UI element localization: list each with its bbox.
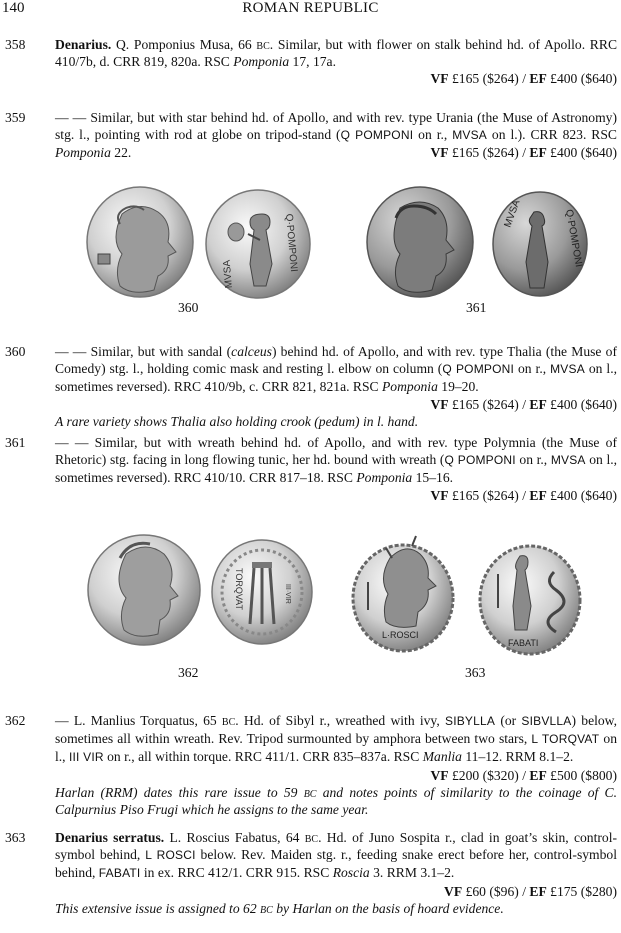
coin-legend: TORQVAT [234, 568, 244, 611]
grade-label: VF [430, 487, 449, 503]
price-value: £400 ($640) [546, 145, 617, 161]
coin-inscription: III VIR [68, 750, 104, 765]
coin-362-reverse [212, 540, 312, 644]
era-abbreviation: bc [303, 784, 317, 800]
grade-label: EF [529, 487, 547, 503]
reference-name: Pomponia [55, 145, 111, 161]
text-run: 3. RRM 3.1–2. [369, 865, 455, 881]
coin-inscription: L ROSCI [145, 848, 196, 863]
coin-inscription: MVSA [452, 128, 487, 143]
coin-inscription: L TORQVAT [531, 732, 600, 747]
coin-inscription: SIBVLLA [521, 714, 572, 728]
denomination-label: Denarius serratus. [55, 830, 165, 845]
coin-legend: MVSA [502, 198, 523, 230]
text-run: on r., [515, 452, 551, 468]
text-run: . Hd. of Sibyl r., wreathed with ivy, [235, 713, 445, 728]
entry-text [55, 343, 617, 430]
coin-legend: L·ROSCI [382, 630, 419, 640]
coin-legend: MVSA [221, 259, 235, 289]
text-run: — — Similar, but with wreath behind hd. of Apollo, and with rev. type Polymnia (the Muse of Rhetoric) stg. facing in long flowing tunic, her hd. bound with wreath ( [55, 435, 617, 468]
price-line [55, 487, 617, 504]
text-run: on r., [514, 361, 551, 377]
text-run: L. Roscius Fabatus, 64 [164, 830, 305, 845]
text-run: ) below, sometimes all within wreath. Rev. Tripod surmounted by amphora between two stars, [55, 713, 618, 747]
catalogue-entry-361 [5, 434, 617, 504]
coin-inscription: Q POMPONI [340, 128, 414, 143]
coin-inscription: MVSA [550, 362, 585, 377]
coin-legend: III·VIR [284, 584, 291, 604]
price-line [430, 767, 617, 784]
price-line [55, 70, 617, 87]
entry-text [55, 36, 617, 88]
entry-note [55, 900, 617, 917]
price-line [55, 883, 617, 900]
grade-label: EF [529, 767, 547, 783]
text-run: on l., [55, 731, 618, 765]
page-number: 140 [2, 0, 25, 16]
catalogue-entry-359 [5, 109, 617, 162]
text-run: 11–12. RRM 8.1–2. [461, 749, 574, 765]
entry-text [55, 109, 617, 162]
coin-363-reverse [480, 546, 580, 654]
grade-label: VF [430, 71, 449, 87]
grade-label: EF [529, 145, 547, 161]
price-value: £400 ($640) [546, 71, 617, 87]
price-value: £500 ($800) [546, 767, 617, 783]
price-value: £400 ($640) [546, 487, 617, 503]
catalogue-entry-362 [5, 712, 617, 818]
text-run: This extensive issue is assigned to 62 [55, 900, 261, 916]
entry-number: 363 [5, 830, 26, 845]
coin-images-362-363 [0, 528, 621, 668]
figure-caption-360: 360 [178, 300, 199, 315]
grade-label: EF [529, 883, 547, 899]
coin-legend: Q·POMPONI [283, 213, 300, 273]
price-value: £60 ($96) / [462, 883, 530, 899]
coin-legend: Q·POMPONI [563, 208, 585, 268]
coin-plate-row-2 [0, 528, 621, 668]
grade-label: VF [444, 883, 463, 899]
text-run: on r., all within torque. RRC 411/1. CRR 835–837a. RSC [103, 749, 423, 765]
coin-360-reverse [206, 190, 310, 298]
grade-label: EF [529, 71, 547, 87]
reference-name: Pomponia [382, 379, 438, 395]
price-value: £165 ($264) / [448, 487, 530, 503]
coin-inscription: MVSA [550, 453, 586, 468]
era-abbreviation: bc [221, 713, 236, 728]
catalogue-entry-358 [5, 36, 617, 88]
entry-text [55, 829, 617, 917]
price-value: £165 ($264) / [448, 145, 530, 161]
price-value: £400 ($640) [546, 396, 617, 412]
reference-name: Pomponia [356, 470, 413, 486]
text-run: ) behind hd. of Apollo, and with rev. type Thalia (the Muse of Comedy) stg. l., holding comic mask and resting l. elbow on column ( [55, 344, 618, 377]
coin-361-reverse [493, 192, 587, 296]
text-run: . Similar, but with flower on stalk behind hd. of Apollo. RRC 410/7b, d. CRR 819, 820a. RSC [55, 37, 618, 70]
text-run: 15–16. [412, 470, 454, 486]
coin-360-obverse [87, 187, 193, 297]
coin-images-360-361 [0, 184, 621, 324]
grade-label: VF [430, 767, 449, 783]
price-line [430, 144, 617, 161]
text-run: (or [495, 713, 522, 728]
reference-name: calceus [231, 344, 272, 359]
text-run: 22. [110, 145, 132, 161]
entry-number: 362 [5, 713, 26, 728]
text-run: on l., sometimes reversed). RRC 410/10. CRR 817–18. RSC [55, 452, 618, 486]
reference-name: Manlia [422, 749, 462, 765]
coin-inscription: Q POMPONI [442, 362, 515, 377]
text-run: on r., [413, 127, 453, 143]
text-run: and notes points of similarity to the coinage of C. Calpurnius Piso Frugi which he assigns to the same year. [55, 784, 617, 818]
text-run: — — Similar, but with star behind hd. of Apollo, and with rev. type Urania (the Muse of Astronomy) stg. l., pointing with rod at globe on tripod-stand ( [55, 110, 617, 143]
era-abbreviation: bc [256, 37, 270, 52]
text-run: — L. Manlius Torquatus, 65 [55, 713, 222, 728]
entry-note: A rare variety shows Thalia also holding crook (pedum) in l. hand. [55, 413, 419, 429]
coin-legend: FABATI [508, 638, 539, 648]
text-run: below. Rev. Maiden stg. r., feeding snake erect before her, control-symbol behind, [55, 847, 617, 881]
text-run: on l.). CRR 823. RSC [487, 127, 617, 143]
entry-number: 359 [5, 110, 26, 125]
denomination-label: Denarius. [55, 37, 112, 52]
catalogue-entry-360 [5, 343, 617, 430]
text-run: Harlan (RRM) dates this rare issue to 59 [55, 784, 304, 800]
running-title: ROMAN REPUBLIC [242, 0, 379, 16]
entry-text [55, 712, 617, 818]
text-run: on l., sometimes reversed). RRC 410/9b, c. CRR 821, 821a. RSC [55, 361, 617, 395]
coin-inscription: Q POMPONI [444, 453, 516, 468]
figure-caption-363: 363 [465, 665, 486, 680]
text-run: . Hd. of Juno Sospita r., clad in goat’s skin, control-symbol behind, [55, 830, 618, 863]
coin-362-obverse [88, 535, 200, 645]
price-value: £175 ($280) [546, 883, 617, 899]
coin-361-obverse [367, 187, 473, 297]
entry-number: 360 [5, 344, 26, 359]
reference-name: Pomponia [233, 54, 290, 70]
text-run: 19–20. [437, 379, 479, 395]
grade-label: EF [529, 396, 547, 412]
price-line [430, 396, 617, 413]
coin-plate-row-1 [0, 184, 621, 324]
page-header [0, 0, 621, 20]
text-run: by Harlan on the basis of hoard evidence. [272, 900, 504, 916]
price-value: £200 ($320) / [448, 767, 530, 783]
text-run: in ex. RRC 412/1. CRR 915. RSC [140, 865, 333, 881]
grade-label: VF [430, 145, 449, 161]
text-run: 17, 17a. [289, 54, 336, 70]
text-run: — — Similar, but with sandal ( [55, 344, 232, 359]
price-value: £165 ($264) / [448, 71, 530, 87]
price-value: £165 ($264) / [448, 396, 530, 412]
grade-label: VF [430, 396, 449, 412]
era-abbreviation: bc [260, 900, 273, 916]
reference-name: Roscia [332, 865, 370, 881]
era-abbreviation: bc [304, 830, 319, 845]
entry-note [55, 784, 617, 818]
figure-caption-362: 362 [178, 665, 199, 680]
coin-inscription: SIBYLLA [444, 714, 496, 728]
coin-inscription: FABATI [98, 866, 141, 881]
entry-number: 361 [5, 435, 26, 450]
text-run: Q. Pomponius Musa, 66 [111, 37, 257, 52]
coin-363-obverse [353, 536, 453, 651]
entry-number: 358 [5, 37, 26, 52]
figure-caption-361: 361 [466, 300, 487, 315]
entry-text [55, 434, 617, 504]
catalogue-entry-363 [5, 829, 617, 917]
